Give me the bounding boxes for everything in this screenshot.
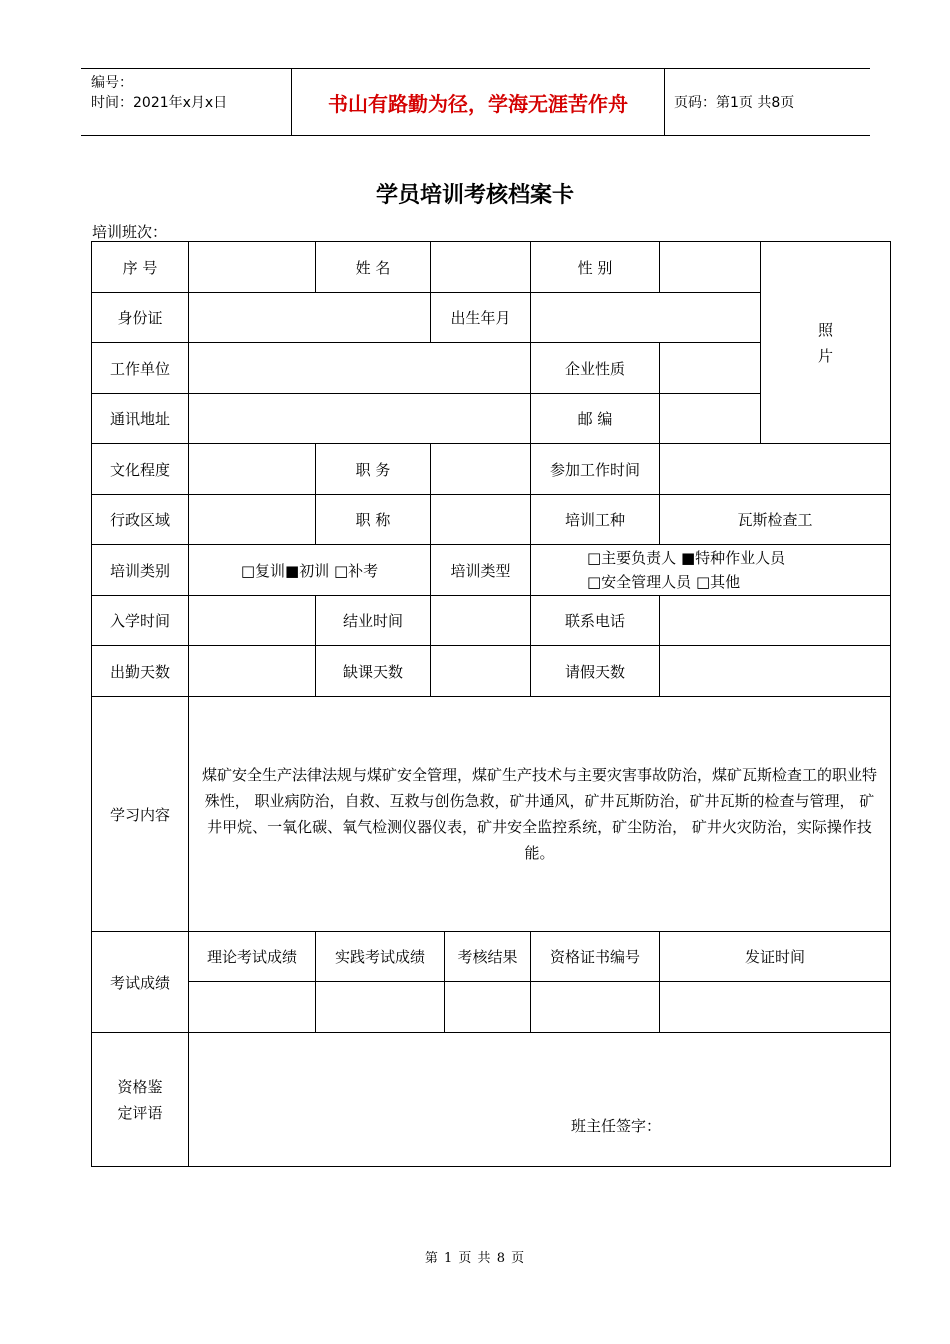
study-content-label: 学习内容 (92, 697, 189, 932)
address-label: 通讯地址 (92, 394, 189, 444)
train-category-options[interactable]: □复训■初训 □补考 (189, 545, 431, 596)
position-field[interactable] (431, 444, 531, 495)
practice-score-header: 实践考试成绩 (316, 932, 445, 982)
education-field[interactable] (189, 444, 316, 495)
absent-days-field[interactable] (431, 646, 531, 697)
phone-label: 联系电话 (531, 596, 660, 646)
work-start-label: 参加工作时间 (531, 444, 660, 495)
cert-no-header: 资格证书编号 (531, 932, 660, 982)
exam-score-label: 考试成绩 (92, 932, 189, 1033)
enterprise-type-label: 企业性质 (531, 343, 660, 394)
absent-days-label: 缺课天数 (316, 646, 431, 697)
header-meta (81, 69, 292, 136)
title-field[interactable] (431, 495, 531, 545)
issue-date-field[interactable] (660, 982, 891, 1033)
attend-days-label: 出勤天数 (92, 646, 189, 697)
train-category-label: 培训类别 (92, 545, 189, 596)
phone-field[interactable] (660, 596, 891, 646)
birth-label: 出生年月 (431, 293, 531, 343)
finish-time-field[interactable] (431, 596, 531, 646)
name-field[interactable] (431, 242, 531, 293)
evaluation-label (92, 1033, 189, 1167)
employer-label: 工作单位 (92, 343, 189, 394)
finish-time-label: 结业时间 (316, 596, 431, 646)
name-label: 姓 名 (316, 242, 431, 293)
cert-no-field[interactable] (531, 982, 660, 1033)
evaluation-label-line-2: 定评语 (117, 1103, 163, 1122)
enroll-time-label: 入学时间 (92, 596, 189, 646)
leave-days-field[interactable] (660, 646, 891, 697)
enroll-time-field[interactable] (189, 596, 316, 646)
photo-label-1: 照 (817, 320, 833, 339)
page-header (81, 68, 870, 136)
birth-field[interactable] (531, 293, 761, 343)
enterprise-type-field[interactable] (660, 343, 761, 394)
page-footer: 第 1 页 共 8 页 (424, 1251, 526, 1266)
address-field[interactable] (189, 394, 531, 444)
result-header: 考核结果 (445, 932, 531, 982)
evaluation-field[interactable] (189, 1033, 891, 1167)
practice-score-field[interactable] (316, 982, 445, 1033)
id-card-label: 身份证 (92, 293, 189, 343)
evaluation-label-line-1: 资格鉴 (117, 1077, 163, 1096)
attend-days-field[interactable] (189, 646, 316, 697)
photo-label-2: 片 (817, 346, 833, 365)
train-type-line-2[interactable]: □安全管理人员 □其他 (587, 573, 741, 591)
id-card-field[interactable] (189, 293, 431, 343)
theory-score-field[interactable] (189, 982, 316, 1033)
work-type-value[interactable]: 瓦斯检查工 (660, 495, 891, 545)
serial-label: 序 号 (92, 242, 189, 293)
leave-days-label: 请假天数 (531, 646, 660, 697)
gender-label: 性 别 (531, 242, 660, 293)
teacher-signature-label: 班主任签字： (571, 1117, 662, 1135)
photo-area[interactable] (761, 242, 891, 444)
number-label: 编号： (91, 75, 133, 91)
postcode-label: 邮 编 (531, 394, 660, 444)
header-page-label: 页码：第1页 共8页 (665, 69, 871, 136)
position-label: 职 务 (316, 444, 431, 495)
document-title: 学员培训考核档案卡 (375, 183, 574, 208)
region-label: 行政区域 (92, 495, 189, 545)
gender-field[interactable] (660, 242, 761, 293)
result-field[interactable] (445, 982, 531, 1033)
serial-field[interactable] (189, 242, 316, 293)
train-type-line-1[interactable]: □主要负责人 ■特种作业人员 (587, 549, 786, 567)
header-motto: 书山有路勤为径，学海无涯苦作舟 (292, 69, 665, 136)
training-class-label: 培训班次： (92, 223, 168, 241)
issue-date-header: 发证时间 (660, 932, 891, 982)
title-label: 职 称 (316, 495, 431, 545)
study-content-text: 煤矿安全生产法律法规与煤矿安全管理，煤矿生产技术与主要灾害事故防治，煤矿瓦斯检查工的职业特殊性， 职业病防治，自救、互救与创伤急救，矿井通风，矿井瓦斯防治，矿井瓦斯的检查与管理， 矿井甲烷、一氧化碳、氧气检测仪器仪表，矿井安全监控系统，矿尘防治， 矿井火灾防治，实际操作技能。 (189, 697, 891, 932)
region-field[interactable] (189, 495, 316, 545)
time-label: 时间：2021年x月x日 (91, 95, 228, 111)
train-type-options[interactable] (531, 545, 891, 596)
theory-score-header: 理论考试成绩 (189, 932, 316, 982)
evaluation-area (189, 1033, 890, 1166)
archive-form (91, 241, 891, 1167)
employer-field[interactable] (189, 343, 531, 394)
train-type-label: 培训类型 (431, 545, 531, 596)
education-label: 文化程度 (92, 444, 189, 495)
work-start-field[interactable] (660, 444, 891, 495)
work-type-label: 培训工种 (531, 495, 660, 545)
postcode-field[interactable] (660, 394, 761, 444)
